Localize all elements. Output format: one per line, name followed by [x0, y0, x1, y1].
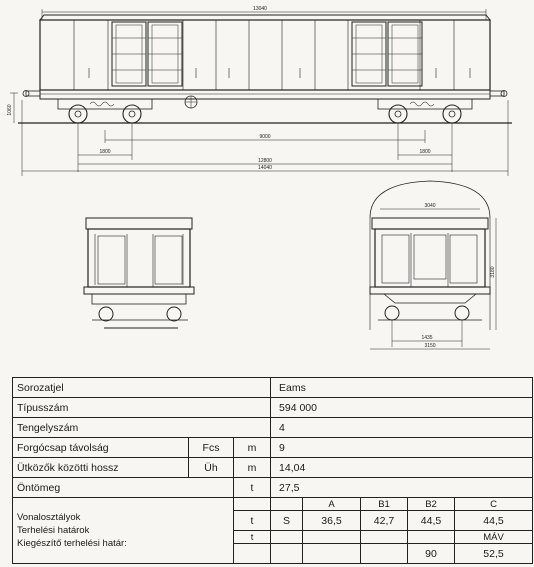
- row-label: Sorozatjel: [13, 378, 271, 398]
- table-row: [13, 458, 533, 478]
- dim-top-width: 13040: [253, 6, 267, 12]
- empty-cell: [408, 531, 455, 544]
- dim-height-left: 1060: [7, 104, 13, 116]
- value-b2: 44,5: [408, 511, 455, 531]
- empty-cell: [271, 498, 303, 511]
- row-symbol: Üh: [189, 458, 234, 478]
- line-classes-label: Vonalosztályok: [17, 512, 81, 523]
- value-b1: 42,7: [361, 511, 408, 531]
- dim-bogie-left: 1800: [99, 149, 111, 155]
- empty-cell: [303, 544, 361, 564]
- header-c: C: [455, 498, 533, 511]
- table-row: [13, 378, 533, 398]
- row-value: 594 000: [271, 398, 533, 418]
- empty-cell: [361, 531, 408, 544]
- extra-limit-label: Kiegészítő terhelési határ:: [17, 538, 127, 549]
- table-row: [13, 478, 533, 498]
- value-a: 36,5: [303, 511, 361, 531]
- empty-cell: [271, 531, 303, 544]
- table-row: [13, 498, 533, 511]
- row-unit: t: [234, 478, 271, 498]
- extra-c-label: MÁV: [455, 531, 533, 544]
- load-limits-title: Terhelési határok: [17, 525, 90, 536]
- row-value: 9: [271, 438, 533, 458]
- specification-table: [12, 377, 533, 564]
- dim-wheelbase-long: 12800: [258, 158, 272, 164]
- dim-bogie-right: 1800: [419, 149, 431, 155]
- row-value: 27,5: [271, 478, 533, 498]
- s-label: S: [271, 511, 303, 531]
- table-row: [13, 438, 533, 458]
- extra-b2-value: 90: [408, 544, 455, 564]
- header-b1: B1: [361, 498, 408, 511]
- end-view-left: [84, 218, 194, 328]
- dim-buffer-length: 14040: [258, 165, 272, 171]
- header-a: A: [303, 498, 361, 511]
- dim-base-width: 3150: [424, 343, 436, 349]
- row-symbol: Fcs: [189, 438, 234, 458]
- empty-cell: [271, 544, 303, 564]
- dim-end-height: 3180: [490, 266, 496, 278]
- dim-track-gauge: 1435: [421, 335, 433, 341]
- side-view: [10, 9, 512, 176]
- row-unit: m: [234, 458, 271, 478]
- row-label: Típusszám: [13, 398, 271, 418]
- bogie-left: [58, 99, 152, 123]
- value-c: 44,5: [455, 511, 533, 531]
- dim-pivot-distance: 9000: [259, 134, 271, 140]
- extra-c-value: 52,5: [455, 544, 533, 564]
- bogie-right: [378, 99, 472, 123]
- header-b2: B2: [408, 498, 455, 511]
- row-label: Öntömeg: [13, 478, 234, 498]
- row-value: Eams: [271, 378, 533, 398]
- table-row: [13, 398, 533, 418]
- row-label: Tengelyszám: [13, 418, 271, 438]
- row-label: Forgócsap távolság: [13, 438, 189, 458]
- load-limits-label: [13, 498, 234, 564]
- load-unit: t: [234, 511, 271, 531]
- row-label: Ütközők közötti hossz: [13, 458, 189, 478]
- row-value: 4: [271, 418, 533, 438]
- empty-cell: [234, 544, 271, 564]
- dim-end-width: 3040: [424, 203, 436, 209]
- table-row: [13, 418, 533, 438]
- extra-unit: t: [234, 531, 271, 544]
- empty-cell: [303, 531, 361, 544]
- row-value: 14,04: [271, 458, 533, 478]
- empty-cell: [361, 544, 408, 564]
- empty-cell: [234, 498, 271, 511]
- row-unit: m: [234, 438, 271, 458]
